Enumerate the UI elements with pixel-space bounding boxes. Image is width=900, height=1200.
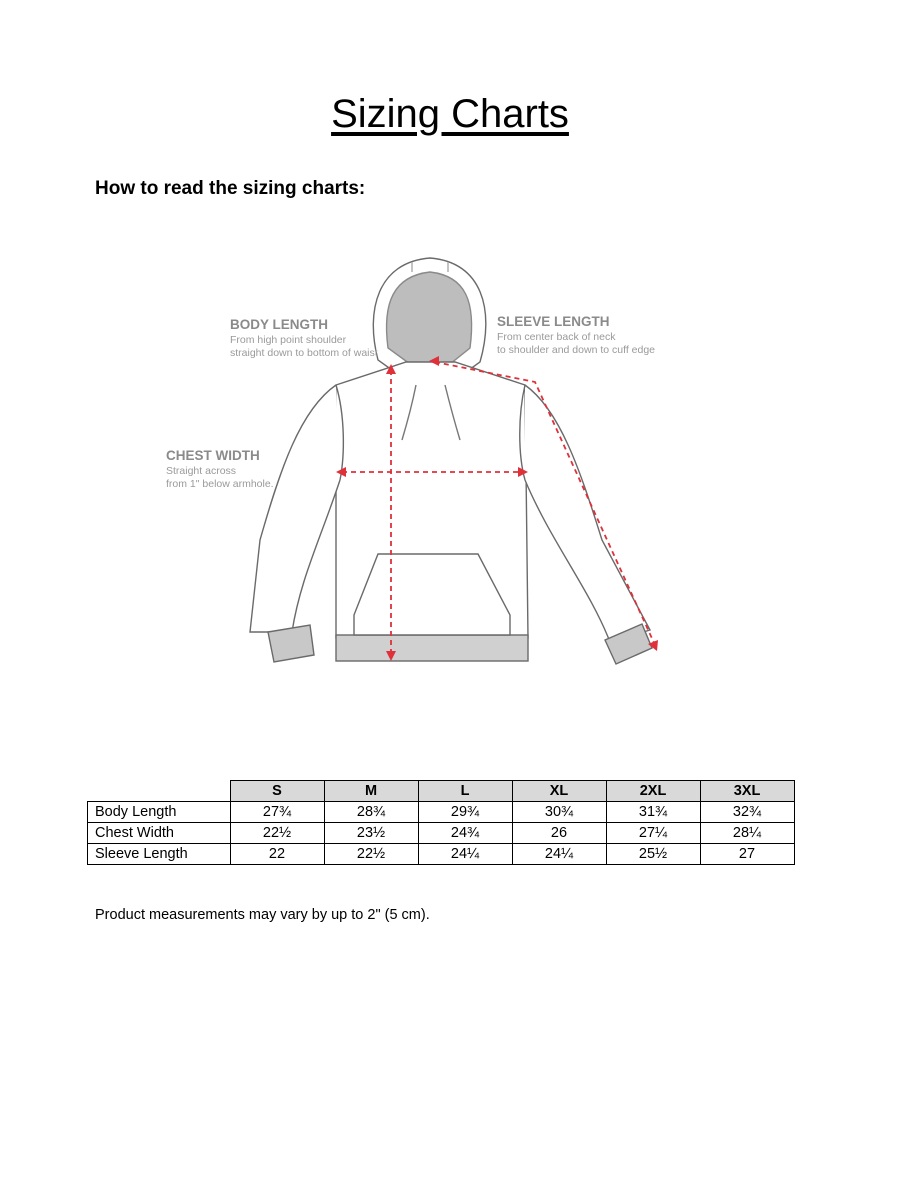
table-cell: 28¼ bbox=[700, 823, 794, 844]
table-cell: 29¾ bbox=[418, 802, 512, 823]
table-cell: 27¼ bbox=[606, 823, 700, 844]
table-cell: 24¼ bbox=[512, 844, 606, 865]
svg-text:straight down to bottom of wai: straight down to bottom of waist bbox=[230, 347, 378, 359]
column-header: M bbox=[324, 781, 418, 802]
chest-width-label bbox=[166, 448, 274, 490]
svg-text:SLEEVE LENGTH: SLEEVE LENGTH bbox=[497, 314, 610, 329]
svg-text:to shoulder and down to cuff e: to shoulder and down to cuff edge bbox=[497, 344, 656, 356]
page-title: Sizing Charts bbox=[331, 92, 569, 136]
table-row bbox=[88, 823, 795, 844]
table-cell: 30¾ bbox=[512, 802, 606, 823]
body-length-label bbox=[230, 317, 378, 359]
row-label: Sleeve Length bbox=[88, 844, 231, 865]
svg-text:From high point shoulder: From high point shoulder bbox=[230, 334, 347, 346]
table-row bbox=[88, 802, 795, 823]
column-header: S bbox=[230, 781, 324, 802]
table-cell: 32¾ bbox=[700, 802, 794, 823]
row-label: Body Length bbox=[88, 802, 231, 823]
table-cell: 24¼ bbox=[418, 844, 512, 865]
row-label: Chest Width bbox=[88, 823, 231, 844]
table-cell: 26 bbox=[512, 823, 606, 844]
table-cell: 25½ bbox=[606, 844, 700, 865]
table-cell: 31¾ bbox=[606, 802, 700, 823]
size-chart-table bbox=[87, 780, 795, 865]
svg-text:From center back of neck: From center back of neck bbox=[497, 331, 616, 343]
table-cell: 27¾ bbox=[230, 802, 324, 823]
table-cell: 28¾ bbox=[324, 802, 418, 823]
hoodie-measurement-diagram bbox=[150, 240, 680, 680]
table-cell: 24¾ bbox=[418, 823, 512, 844]
table-cell: 27 bbox=[700, 844, 794, 865]
table-row bbox=[88, 844, 795, 865]
svg-text:BODY LENGTH: BODY LENGTH bbox=[230, 317, 329, 332]
measurement-note: Product measurements may vary by up to 2" (5 cm). bbox=[95, 907, 430, 923]
column-header: 3XL bbox=[700, 781, 794, 802]
svg-text:CHEST WIDTH: CHEST WIDTH bbox=[166, 448, 260, 463]
table-cell: 23½ bbox=[324, 823, 418, 844]
table-cell: 22½ bbox=[324, 844, 418, 865]
column-header: XL bbox=[512, 781, 606, 802]
column-header: 2XL bbox=[606, 781, 700, 802]
table-header-row bbox=[88, 781, 795, 802]
table-cell: 22 bbox=[230, 844, 324, 865]
column-header: L bbox=[418, 781, 512, 802]
section-heading: How to read the sizing charts: bbox=[95, 178, 366, 199]
sleeve-length-label bbox=[497, 314, 655, 356]
svg-text:Straight across: Straight across bbox=[166, 465, 237, 477]
table-corner-cell bbox=[88, 781, 231, 802]
table-cell: 22½ bbox=[230, 823, 324, 844]
svg-text:from 1" below armhole.: from 1" below armhole. bbox=[166, 478, 274, 490]
